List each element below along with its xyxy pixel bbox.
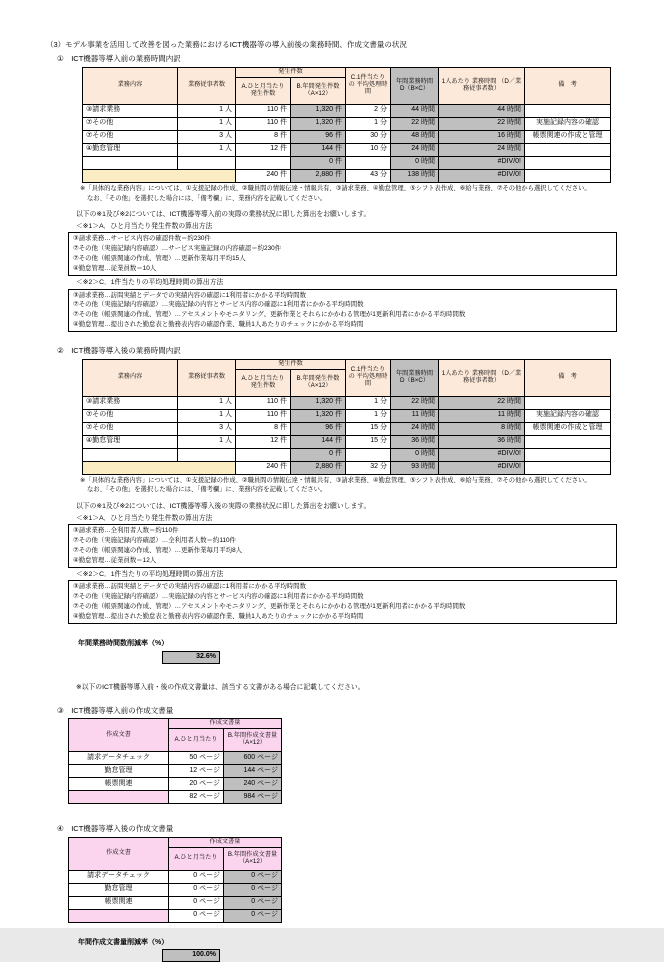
cell-monthly: 12 件 [236, 435, 291, 448]
cell-document: 請求データチェック [69, 752, 169, 765]
col-header-annual: B.年間発生件数 （A×12） [291, 369, 346, 396]
before-docs-table [68, 718, 282, 804]
header-row-1 [83, 67, 611, 77]
cell-hours-per-person: 16 時間 [439, 130, 525, 143]
cell-remarks [525, 143, 611, 156]
table-row [69, 896, 282, 909]
cell-business: ⑦その他 [83, 409, 178, 422]
section-title-before-hours: ① ICT機器等導入前の業務時間内訳 [57, 54, 181, 64]
col-header-monthly: A.ひと月当たり 発生件数 [236, 77, 291, 104]
total-label-cell [83, 461, 236, 474]
col-header-remarks: 備 考 [525, 359, 611, 396]
cell-hours-per-person: 22 時間 [439, 117, 525, 130]
cell-workers: 1 人 [178, 396, 236, 409]
total-monthly: 0 ページ [169, 909, 224, 922]
before-calc-m1-title: ＜※1＞A．ひと月当たり発生件数の算出方法 [76, 222, 213, 230]
cell-annual: 96 件 [291, 130, 346, 143]
table-row [83, 117, 611, 130]
cell-remarks: 実施記録内容の確認 [525, 409, 611, 422]
cell-annual-hours: 0 時間 [391, 448, 439, 461]
col-header-avg-time: C.1件当たりの 平均処理時間 [346, 359, 391, 396]
cell-monthly: 0 ページ [169, 870, 224, 883]
cell-remarks: 実施記録内容の確認 [525, 117, 611, 130]
cell-hours-per-person: 22 時間 [439, 396, 525, 409]
cell-annual-hours: 48 時間 [391, 130, 439, 143]
cell-annual-hours: 36 時間 [391, 435, 439, 448]
total-monthly: 240 件 [236, 461, 291, 474]
hours-reduction-value: 32.6% [162, 651, 220, 664]
cell-business: ⑦その他 [83, 117, 178, 130]
cell-workers: 1 人 [178, 435, 236, 448]
docs-reduction-label: 年間作成文書量削減率（%） [78, 938, 169, 946]
calc-line: ⑦その他（実施記録内容確認）…サービス実施記録の内容確認＝約230件 [73, 245, 282, 253]
cell-annual: 0 ページ [224, 870, 282, 883]
col-header-doc-volume: 作成文書量 [169, 837, 282, 847]
calc-line: ⑦その他（実施記録内容確認）…実施記録の内容とサービス内容の確認に1利用者にかかる平均時間数 [73, 593, 364, 601]
hours-reduction-label: 年間業務時間数削減率（%） [78, 640, 169, 648]
table-row [83, 396, 611, 409]
calc-line: ④勤怠管理…提出された勤怠表と勤務表内容の確認作業、職員1人あたりのチェックにかかる平均時間 [73, 321, 364, 329]
col-header-document: 作成文書 [69, 837, 169, 870]
table-row [83, 409, 611, 422]
col-header-workers: 業務従事者数 [178, 359, 236, 396]
cell-avg-time: 2 分 [346, 104, 391, 117]
table-row [83, 130, 611, 143]
cell-annual: 144 件 [291, 435, 346, 448]
total-annual: 2,880 件 [291, 169, 346, 182]
cell-annual: 144 ページ [224, 765, 282, 778]
col-header-document: 作成文書 [69, 719, 169, 752]
cell-monthly: 110 件 [236, 117, 291, 130]
col-header-business: 業務内容 [83, 67, 178, 104]
after-docs-table [68, 837, 282, 923]
cell-annual: 1,320 件 [291, 117, 346, 130]
cell-monthly: 8 件 [236, 130, 291, 143]
total-annual-hours: 138 時間 [391, 169, 439, 182]
cell-annual-hours: 24 時間 [391, 143, 439, 156]
table-row [69, 870, 282, 883]
cell-annual: 600 ページ [224, 752, 282, 765]
cell-annual-hours: 24 時間 [391, 422, 439, 435]
cell-document: 請求データチェック [69, 870, 169, 883]
cell-business: ③請求業務 [83, 396, 178, 409]
cell-annual: 0 ページ [224, 883, 282, 896]
cell-avg-time: 10 分 [346, 143, 391, 156]
cell-remarks [525, 104, 611, 117]
total-annual: 0 ページ [224, 909, 282, 922]
table-row [83, 422, 611, 435]
before-calc-m2-box [68, 289, 617, 333]
cell-annual-hours: 22 時間 [391, 117, 439, 130]
total-label-cell [69, 791, 169, 804]
before-calc-m1-box [68, 232, 617, 276]
table-row [83, 143, 611, 156]
col-header-monthly: A.ひと月当たり [169, 729, 224, 752]
before-calc-m2-title: ＜※2＞C．1件当たりの平均処理時間の算出方法 [76, 279, 224, 287]
cell-workers [178, 448, 236, 461]
col-header-doc-volume: 作成文書量 [169, 719, 282, 729]
cell-annual: 96 件 [291, 422, 346, 435]
cell-monthly: 0 ページ [169, 896, 224, 909]
after-calc-m2-title: ＜※2＞C．1件当たりの平均処理時間の算出方法 [76, 570, 224, 578]
cell-document: 勤怠管理 [69, 765, 169, 778]
cell-annual-hours: 44 時間 [391, 104, 439, 117]
cell-remarks [525, 396, 611, 409]
cell-monthly [236, 448, 291, 461]
cell-annual: 1,320 件 [291, 104, 346, 117]
col-header-annual: B.年間作成文書量 （A×12） [224, 729, 282, 752]
cell-workers: 1 人 [178, 104, 236, 117]
cell-annual: 1,320 件 [291, 396, 346, 409]
header-row-1 [83, 359, 611, 369]
calc-line: ⑦その他（実施記録内容確認）…実施記録の内容とサービス内容の確認に1利用者にかかる平均時間数 [73, 301, 364, 309]
total-annual-hours: 93 時間 [391, 461, 439, 474]
cell-document: 帳票関連 [69, 778, 169, 791]
note-line1: ※「具体的な業務内容」については、①支援記録の作成、②職員間の情報伝達・情報共有、③請求業務、④勤怠管理、⑤シフト表作成、⑥給与業務、⑦その他から選択してください。 [80, 184, 591, 192]
total-monthly: 240 件 [236, 169, 291, 182]
col-header-annual: B.年間発生件数 （A×12） [291, 77, 346, 104]
after-hours-table [82, 359, 611, 475]
cell-monthly: 20 ページ [169, 778, 224, 791]
cell-avg-time: 15 分 [346, 422, 391, 435]
cell-avg-time: 1 分 [346, 396, 391, 409]
cell-workers: 3 人 [178, 422, 236, 435]
total-row [69, 791, 282, 804]
after-calc-m1-box [68, 524, 617, 568]
col-header-business: 業務内容 [83, 359, 178, 396]
table-row [69, 752, 282, 765]
col-header-annual: B.年間作成文書量 （A×12） [224, 847, 282, 870]
cell-hours-per-person: #DIV/0! [439, 156, 525, 169]
total-annual: 2,880 件 [291, 461, 346, 474]
cell-workers: 1 人 [178, 143, 236, 156]
cell-hours-per-person: 44 時間 [439, 104, 525, 117]
cell-avg-time: 1 分 [346, 409, 391, 422]
total-hours-per-person: #DIV/0! [439, 461, 525, 474]
calc-line: ③請求業務…サービス内容の確認件数＝約230件 [73, 235, 211, 243]
calc-line: ③請求業務…訪問実績とデータでの実績内容の確認に1利用者にかかる平均時間数 [73, 291, 306, 299]
cell-monthly [236, 156, 291, 169]
cell-avg-time: 1 分 [346, 117, 391, 130]
cell-remarks [525, 448, 611, 461]
before-hours-table [82, 67, 611, 183]
cell-document: 帳票関連 [69, 896, 169, 909]
calc-line: ⑦その他（帳票関連の作成、管理）…更新作業毎月平均15人 [73, 255, 246, 263]
calc-line: ⑦その他（帳票関連の作成、管理）…アセスメントやモニタリング、更新作業とそれらにかかわる管理が1更新利用者にかかる平均時間数 [73, 603, 466, 611]
cell-annual: 0 件 [291, 156, 346, 169]
cell-avg-time [346, 156, 391, 169]
total-label-cell [83, 169, 236, 182]
total-row [83, 169, 611, 182]
table-row [83, 435, 611, 448]
col-header-remarks: 備 考 [525, 67, 611, 104]
page-content [46, 40, 621, 962]
col-header-occurrences: 発生件数 [236, 67, 346, 77]
cell-annual-hours: 11 時間 [391, 409, 439, 422]
calc-line: ③請求業務…訪問実績とデータでの実績内容の確認に1利用者にかかる平均時間数 [73, 583, 306, 591]
note-line1: ※「具体的な業務内容」については、①支援記録の作成、②職員間の情報伝達・情報共有、③請求業務、④勤怠管理、⑤シフト表作成、⑥給与業務、⑦その他から選択してください。 [80, 476, 591, 484]
cell-hours-per-person: 36 時間 [439, 435, 525, 448]
total-remarks [525, 461, 611, 474]
section-title-after-hours: ② ICT機器等導入後の業務時間内訳 [57, 346, 181, 356]
cell-annual-hours: 0 時間 [391, 156, 439, 169]
calc-line: ⑦その他（帳票関連の作成、管理）…アセスメントやモニタリング、更新作業とそれらにかかわる管理が1更新利用者にかかる平均時間数 [73, 311, 466, 319]
cell-workers: 3 人 [178, 130, 236, 143]
header-row-1 [69, 719, 282, 729]
after-calc-m2-box [68, 580, 617, 624]
col-header-monthly: A.ひと月当たり 発生件数 [236, 369, 291, 396]
col-header-avg-time: C.1件当たりの 平均処理時間 [346, 67, 391, 104]
calc-line: ⑦その他（帳票関連の作成、管理）…更新作業毎月平均8人 [73, 547, 243, 555]
cell-hours-per-person: 24 時間 [439, 143, 525, 156]
table-row [69, 883, 282, 896]
before-calc-intro: 以下の※1及び※2については、ICT機器等導入前の実際の業務状況に即した算出をお願いします。 [76, 211, 371, 219]
calc-line: ④勤怠管理…従業員数＝12人 [73, 557, 157, 564]
col-header-monthly: A.ひと月当たり [169, 847, 224, 870]
table-row [83, 104, 611, 117]
calc-line: ④勤怠管理…従業員数＝10人 [73, 265, 157, 273]
cell-annual: 240 ページ [224, 778, 282, 791]
after-calc-intro: 以下の※1及び※2については、ICT機器等導入後の実際の業務状況に即した算出をお願いします。 [76, 503, 371, 511]
total-label-cell [69, 909, 169, 922]
cell-remarks: 帳票関連の作成と管理 [525, 422, 611, 435]
docs-reduction-value: 100.0% [162, 949, 220, 962]
page-title: （3）モデル事業を活用して改善を図った業務におけるICT機器等の導入前後の業務時間、作成文書量の状況 [46, 40, 407, 49]
total-avg-time: 43 分 [346, 169, 391, 182]
cell-hours-per-person: #DIV/0! [439, 448, 525, 461]
table-row-empty [83, 448, 611, 461]
total-remarks [525, 169, 611, 182]
cell-hours-per-person: 11 時間 [439, 409, 525, 422]
cell-monthly: 110 件 [236, 104, 291, 117]
total-hours-per-person: #DIV/0! [439, 169, 525, 182]
calc-line: ③請求業務…全利用者人数＝約110件 [73, 527, 179, 535]
cell-monthly: 110 件 [236, 409, 291, 422]
cell-monthly: 12 件 [236, 143, 291, 156]
col-header-hours-per-person: 1人あたり 業務時間 （D／業務従事者数） [439, 67, 525, 104]
col-header-annual-hours: 年間業務時間 D（B×C） [391, 359, 439, 396]
note-line2: なお、「その他」を選択した場合には、「備考欄」に、業務内容を記載してください。 [87, 486, 327, 494]
cell-document: 勤怠管理 [69, 883, 169, 896]
calc-line: ⑦その他（実施記録内容確認）…全利用者人数＝約110件 [73, 537, 236, 545]
cell-business [83, 448, 178, 461]
col-header-workers: 業務従事者数 [178, 67, 236, 104]
cell-business: ⑦その他 [83, 422, 178, 435]
cell-avg-time [346, 448, 391, 461]
cell-business: ⑦その他 [83, 130, 178, 143]
section-title-before-docs: ③ ICT機器等導入前の作成文書量 [57, 706, 174, 716]
cell-monthly: 50 ページ [169, 752, 224, 765]
docs-note: ※以下のICT機器等導入前・後の作成文書量は、該当する文書がある場合に記載してください。 [76, 683, 365, 691]
total-avg-time: 32 分 [346, 461, 391, 474]
total-row [69, 909, 282, 922]
total-row [83, 461, 611, 474]
cell-annual: 0 件 [291, 448, 346, 461]
cell-annual-hours: 22 時間 [391, 396, 439, 409]
cell-remarks [525, 156, 611, 169]
cell-workers: 1 人 [178, 409, 236, 422]
table-row [69, 778, 282, 791]
col-header-hours-per-person: 1人あたり 業務時間 （D／業務従事者数） [439, 359, 525, 396]
cell-business: ④勤怠管理 [83, 435, 178, 448]
total-annual: 984 ページ [224, 791, 282, 804]
cell-workers: 1 人 [178, 117, 236, 130]
calc-line: ④勤怠管理…提出された勤怠表と勤務表内容の確認作業、職員1人あたりのチェックにかかる平均時間 [73, 613, 364, 621]
col-header-annual-hours: 年間業務時間 D（B×C） [391, 67, 439, 104]
cell-business: ④勤怠管理 [83, 143, 178, 156]
cell-annual: 1,320 件 [291, 409, 346, 422]
table-row-empty [83, 156, 611, 169]
cell-monthly: 8 件 [236, 422, 291, 435]
header-row-1 [69, 837, 282, 847]
cell-monthly: 12 ページ [169, 765, 224, 778]
total-monthly: 82 ページ [169, 791, 224, 804]
note-line2: なお、「その他」を選択した場合には、「備考欄」に、業務内容を記載してください。 [87, 194, 327, 202]
cell-monthly: 0 ページ [169, 883, 224, 896]
section-title-after-docs: ④ ICT機器等導入後の作成文書量 [57, 824, 174, 834]
cell-workers [178, 156, 236, 169]
cell-remarks: 帳票関連の作成と管理 [525, 130, 611, 143]
cell-business [83, 156, 178, 169]
cell-business: ③請求業務 [83, 104, 178, 117]
after-calc-m1-title: ＜※1＞A．ひと月当たり発生件数の算出方法 [76, 514, 213, 522]
cell-avg-time: 15 分 [346, 435, 391, 448]
cell-hours-per-person: 8 時間 [439, 422, 525, 435]
col-header-occurrences: 発生件数 [236, 359, 346, 369]
cell-annual: 0 ページ [224, 896, 282, 909]
table-row [69, 765, 282, 778]
cell-annual: 144 件 [291, 143, 346, 156]
cell-avg-time: 30 分 [346, 130, 391, 143]
cell-monthly: 110 件 [236, 396, 291, 409]
cell-remarks [525, 435, 611, 448]
